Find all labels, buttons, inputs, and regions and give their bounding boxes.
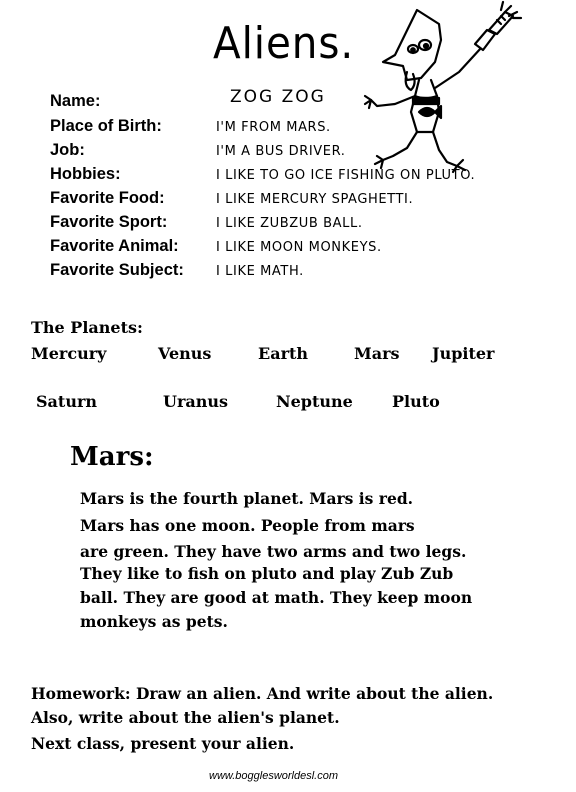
alien-with-raygun-icon bbox=[355, 0, 525, 175]
homework-line: Homework: Draw an alien. And write about the alien. bbox=[31, 684, 494, 703]
hobbies-answer: I LIKE TO GO ICE FISHING ON PLUTO. bbox=[216, 168, 476, 183]
place-of-birth-answer: I'M FROM MARS. bbox=[216, 120, 331, 135]
favorite-sport-label: Favorite Sport: bbox=[50, 213, 168, 231]
job-answer: I'M A BUS DRIVER. bbox=[216, 144, 346, 159]
name-label: Name: bbox=[50, 92, 101, 110]
mars-paragraph-line: monkeys as pets. bbox=[80, 612, 228, 631]
planet-saturn: Saturn bbox=[36, 392, 98, 411]
place-of-birth-label: Place of Birth: bbox=[50, 117, 162, 135]
planet-uranus: Uranus bbox=[163, 392, 229, 411]
name-answer: ZOG ZOG bbox=[230, 87, 326, 107]
planet-jupiter: Jupiter bbox=[432, 344, 495, 363]
website-footer: www.bogglesworldesl.com bbox=[209, 770, 338, 782]
mars-paragraph-line: Mars is the fourth planet. Mars is red. bbox=[80, 489, 414, 508]
favorite-food-label: Favorite Food: bbox=[50, 189, 165, 207]
planets-heading: The Planets: bbox=[31, 318, 143, 337]
homework-line: Also, write about the alien's planet. bbox=[31, 708, 340, 727]
planet-pluto: Pluto bbox=[392, 392, 440, 411]
planet-earth: Earth bbox=[258, 344, 309, 363]
planet-mercury: Mercury bbox=[31, 344, 107, 363]
mars-heading: Mars: bbox=[70, 442, 154, 472]
favorite-subject-label: Favorite Subject: bbox=[50, 261, 184, 279]
homework-line: Next class, present your alien. bbox=[31, 734, 295, 753]
favorite-food-answer: I LIKE MERCURY SPAGHETTI. bbox=[216, 192, 414, 207]
page-title: Aliens. bbox=[213, 18, 355, 69]
favorite-animal-label: Favorite Animal: bbox=[50, 237, 179, 255]
mars-paragraph-line: are green. They have two arms and two legs. bbox=[80, 542, 467, 561]
mars-paragraph-line: Mars has one moon. People from mars bbox=[80, 516, 415, 535]
favorite-subject-answer: I LIKE MATH. bbox=[216, 264, 304, 279]
job-label: Job: bbox=[50, 141, 85, 159]
favorite-sport-answer: I LIKE ZUBZUB BALL. bbox=[216, 216, 363, 231]
planet-mars: Mars bbox=[354, 344, 400, 363]
planet-venus: Venus bbox=[158, 344, 212, 363]
hobbies-label: Hobbies: bbox=[50, 165, 121, 183]
favorite-animal-answer: I LIKE MOON MONKEYS. bbox=[216, 240, 382, 255]
planet-neptune: Neptune bbox=[276, 392, 353, 411]
mars-paragraph-line: They like to fish on pluto and play Zub Zub bbox=[80, 564, 454, 583]
mars-paragraph-line: ball. They are good at math. They keep moon bbox=[80, 588, 473, 607]
